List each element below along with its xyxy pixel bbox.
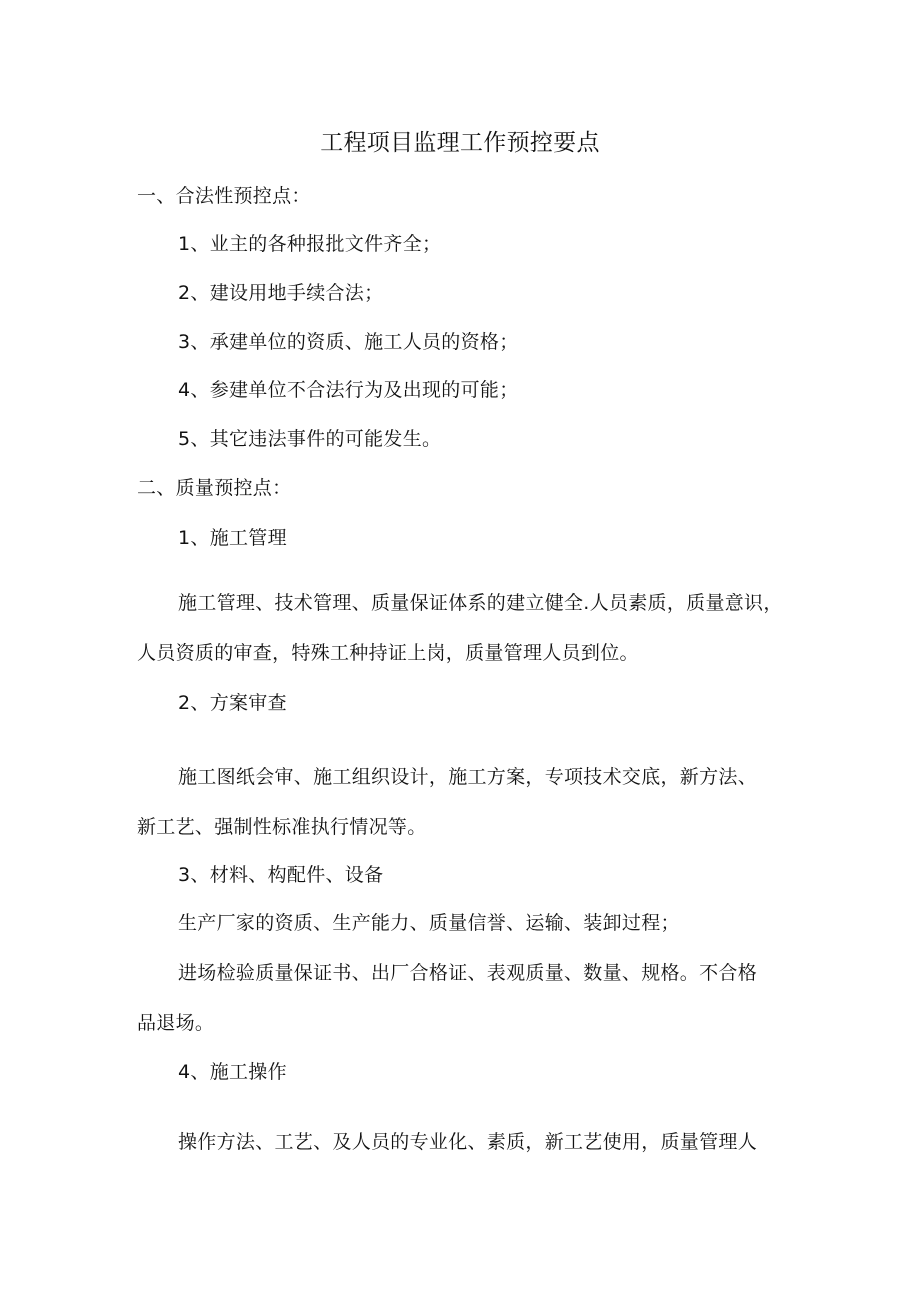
list-item: 5、其它违法事件的可能发生。 — [178, 428, 442, 450]
list-item: 4、参建单位不合法行为及出现的可能； — [178, 379, 519, 401]
paragraph-line: 人员资质的审查，特殊工种持证上岗，质量管理人员到位。 — [137, 642, 639, 664]
list-item: 3、承建单位的资质、施工人员的资格； — [178, 331, 519, 353]
paragraph-line: 生产厂家的资质、生产能力、质量信誉、运输、装卸过程； — [178, 912, 680, 934]
paragraph-line: 施工图纸会审、施工组织设计，施工方案，专项技术交底，新方法、 — [178, 766, 758, 788]
paragraph-line: 品退场。 — [137, 1012, 215, 1034]
subsection-heading: 4、施工操作 — [178, 1061, 287, 1083]
paragraph-line: 新工艺、强制性标准执行情况等。 — [137, 816, 427, 838]
list-item: 2、建设用地手续合法； — [178, 282, 384, 304]
section-heading-legality: 一、合法性预控点： — [137, 185, 311, 207]
paragraph-line: 进场检验质量保证书、出厂合格证、表观质量、数量、规格。不合格 — [178, 962, 758, 984]
page-title: 工程项目监理工作预控要点 — [320, 130, 600, 156]
subsection-heading: 3、材料、构配件、设备 — [178, 864, 384, 886]
subsection-heading: 2、方案审查 — [178, 692, 287, 714]
paragraph-line: 操作方法、工艺、及人员的专业化、素质，新工艺使用，质量管理人 — [178, 1131, 758, 1153]
list-item: 1、业主的各种报批文件齐全； — [178, 233, 442, 255]
subsection-heading: 1、施工管理 — [178, 527, 287, 549]
section-heading-quality: 二、质量预控点： — [137, 477, 292, 499]
paragraph-line: 施工管理、技术管理、质量保证体系的建立健全.人员素质，质量意识， — [178, 592, 783, 614]
